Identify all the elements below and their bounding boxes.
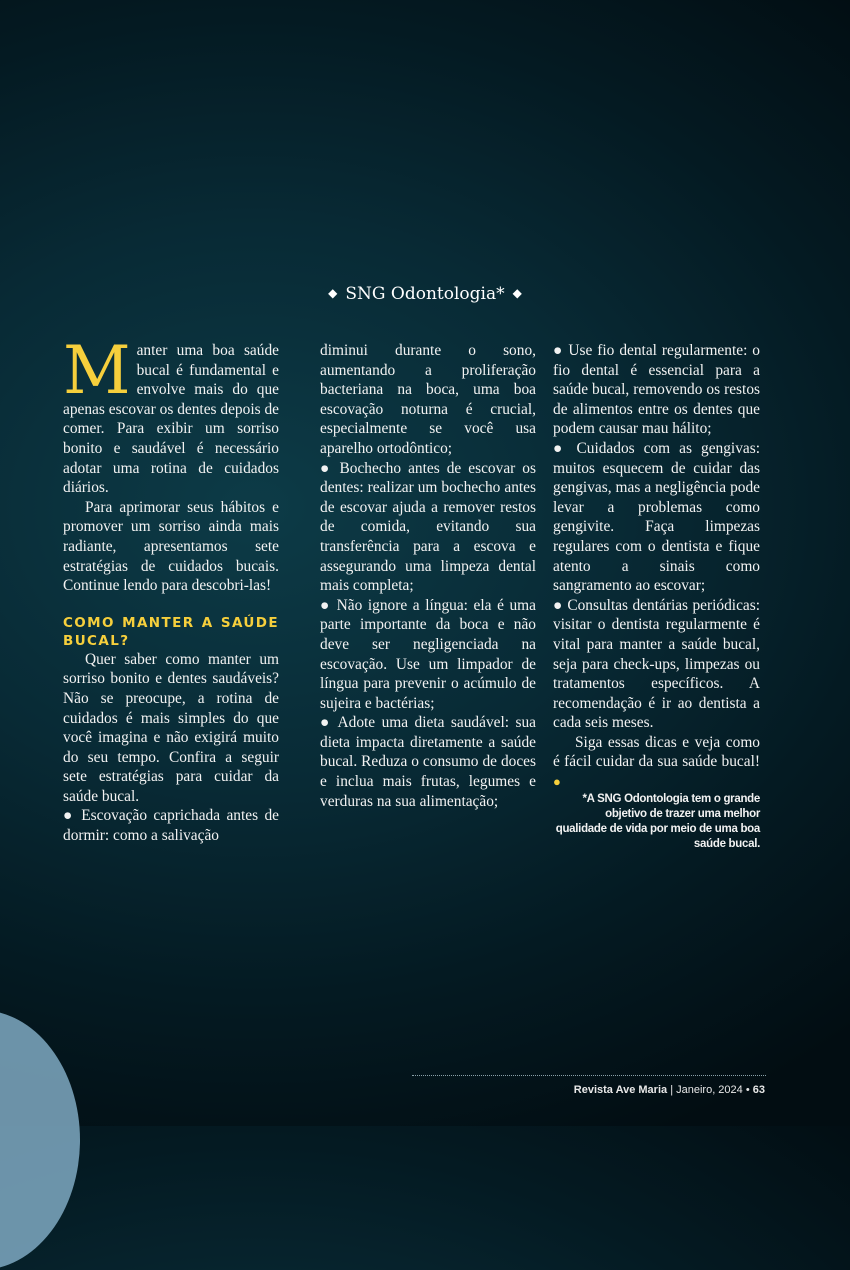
column-1 xyxy=(63,332,279,846)
column-3 xyxy=(553,341,760,852)
column-2 xyxy=(320,341,536,811)
section-subtitle: COMO MANTER A SAÚDE BUCAL? xyxy=(63,614,279,649)
footer-divider xyxy=(412,1075,766,1076)
list-item: ● Consultas dentárias periódicas: visitar o dentista regularmente é vital para manter a saúde bucal, seja para check-ups, limpezas ou tratamentos específicos. A recomendação é ir ao dentista a cada seis meses. xyxy=(553,596,760,732)
list-item: ● Não ignore a língua: ela é uma parte importante da boca e não deve ser negligenciada na escovação. Use um limpador de língua para prevenir o acúmulo de sujeira e bactérias; xyxy=(320,596,536,712)
list-item: ● Use fio dental regularmente: o fio dental é essencial para a saúde bucal, removendo os restos de alimentos entre os dentes que podem causar mau hálito; xyxy=(553,342,760,438)
decorative-shape xyxy=(0,1010,80,1270)
author-name: SNG Odontologia* xyxy=(345,284,505,304)
page-number: 63 xyxy=(752,1084,765,1096)
list-item: ● Bochecho antes de escovar os dentes: realizar um bochecho antes de escovar ajuda a remover restos de comida, evitando sua transferência para a escova e assegurando uma limpeza dental mais completa; xyxy=(320,459,536,595)
paragraph: Para aprimorar seus hábitos e promover um sorriso ainda mais radiante, apresentamos sete estratégias de cuidados bucais. Continue lendo para descobri-las! xyxy=(63,498,279,595)
diamond-icon: ◆ xyxy=(512,286,522,300)
closing-paragraph: Siga essas dicas e veja como é fácil cuidar da sua saúde bucal!● xyxy=(553,733,760,790)
list-item: ● Adote uma dieta saudável: sua dieta impacta diretamente a saúde bucal. Reduza o consumo de doces e inclua mais frutas, legumes e verduras na sua alimentação; xyxy=(320,714,536,810)
drop-cap: M xyxy=(63,332,131,409)
list-item: ● Cuidados com as gengivas: muitos esquecem de cuidar das gengivas, mas a negligência pode levar a problemas como gengivite. Faça limpezas regulares com o dentista e fique atento a sinais como sangramento ao escovar; xyxy=(553,439,760,595)
magazine-name: Revista Ave Maria xyxy=(573,1084,668,1096)
paragraph: diminui durante o sono, aumentando a proliferação bacteriana na boca, uma boa escovação noturna é crucial, especialmente se você usa aparelho ortodôntico; xyxy=(320,342,536,457)
intro-paragraph: Manter uma boa saúde bucal é fundamental e envolve mais do que apenas escovar os dentes depois de comer. Para exibir um sorriso bonito e saudável é necessário adotar uma rotina de cuidados diários. xyxy=(63,332,279,497)
list-item: ● Escovação caprichada antes de dormir: como a salivação xyxy=(63,807,279,845)
diamond-icon: ◆ xyxy=(328,286,338,300)
issue-date: | Janeiro, 2024 • xyxy=(670,1084,750,1096)
end-mark-icon: ● xyxy=(553,774,561,790)
page-footer xyxy=(574,1084,765,1096)
paragraph: Quer saber como manter um sorriso bonito e dentes saudáveis? Não se preocupe, a rotina de cuidados é mais simples do que você imagina e não exigirá muito do seu tempo. Confira a seguir sete estratégias para cuidar da saúde bucal. xyxy=(63,650,279,805)
author-line xyxy=(0,284,850,304)
author-note: *A SNG Odontologia tem o grande objetivo de trazer uma melhor qualidade de vida por meio de uma boa saúde bucal. xyxy=(555,792,760,850)
